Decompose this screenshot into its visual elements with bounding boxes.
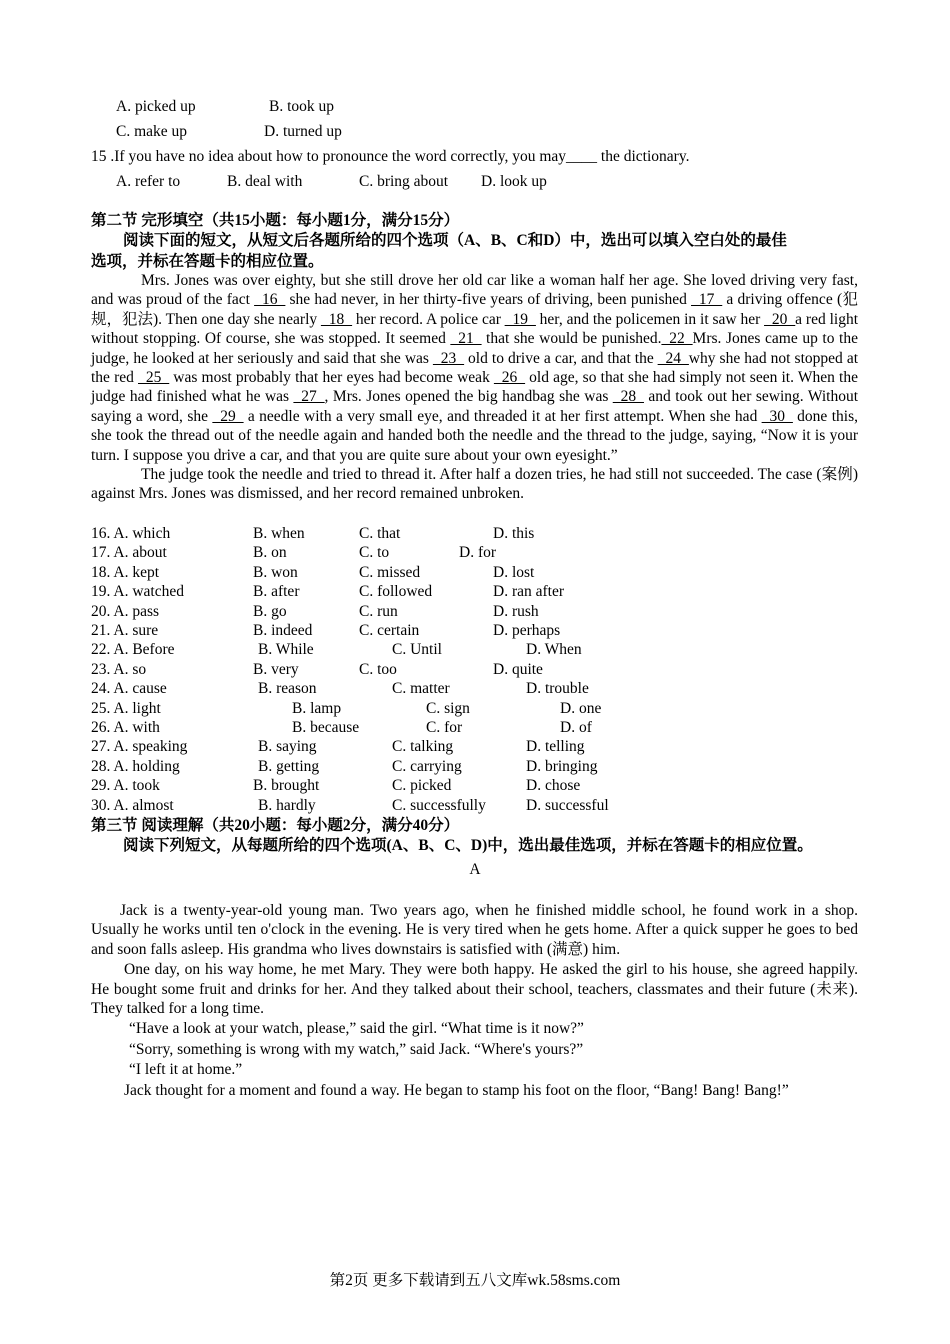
blank-18: _18_ [321, 310, 353, 328]
cloze-option-b: B. when [253, 525, 305, 542]
reading-paragraph-3: Jack thought for a moment and found a way. He began to stamp his foot on the floor, “Bang! Bang! Bang!” [124, 1081, 789, 1099]
cloze-option-c: C. successfully [392, 796, 486, 814]
blank-23: _23_ [433, 349, 464, 367]
cloze-text: her record. A police car [352, 310, 505, 328]
cloze-option-d: D. trouble [526, 680, 589, 698]
cloze-option-a: 26. A. with [91, 719, 160, 736]
cloze-option-d: D. of [560, 719, 592, 736]
section2-heading: 第二节 完形填空（共15小题：每小题1分，满分15分） [91, 212, 460, 229]
passage-label: A [469, 861, 481, 878]
cloze-text: her, and the policemen in it saw her [535, 310, 765, 328]
blank-29: _29_ [212, 407, 244, 425]
cloze-option-a: 25. A. light [91, 699, 161, 717]
cloze-option-a: 20. A. pass [91, 602, 160, 620]
cloze-option-c: C. run [359, 602, 398, 620]
blank-16: _16_ [254, 291, 286, 309]
cloze-option-a: 21. A. sure [91, 622, 159, 639]
cloze-option-a: 27. A. speaking [91, 738, 188, 756]
cloze-option-c: C. too [359, 660, 397, 678]
cloze-option-b: B. hardly [258, 796, 316, 814]
cloze-option-a: 22. A. Before [91, 641, 175, 659]
cloze-option-d: D. lost [493, 563, 535, 581]
cloze-option-d: D. successful [526, 796, 609, 814]
cloze-option-b: B. on [253, 544, 287, 562]
section2-instruction-cont: 选项，并标在答题卡的相应位置。 [91, 253, 324, 270]
cloze-text: that she would be punished. [481, 330, 662, 348]
cloze-text: and took out her sewing. Without saying a word, she [91, 388, 859, 425]
cloze-option-d: D. bringing [526, 757, 598, 775]
cloze-passage [91, 271, 858, 504]
cloze-text: , Mrs. Jones opened the big handbag she was [324, 388, 613, 406]
q15-option-a: A. refer to [116, 173, 181, 190]
blank-17: _17_ [691, 291, 723, 309]
cloze-option-b: B. after [253, 583, 300, 601]
blank-28: _28_ [612, 388, 644, 406]
cloze-option-d: D. perhaps [493, 622, 561, 639]
q14-option-c: C. make up [116, 123, 188, 140]
q15-stem: 15 .If you have no idea about how to pronounce the word correctly, you may____ the dictionary. [91, 148, 690, 165]
blank-27: _27_ [293, 388, 325, 406]
cloze-text: old to drive a car, and that the [464, 349, 658, 367]
cloze-option-d: D. telling [526, 738, 585, 756]
cloze-option-b: B. getting [258, 757, 320, 775]
cloze-option-c: C. sign [426, 699, 470, 717]
q14-option-b: B. took up [269, 98, 335, 115]
cloze-option-d: D. ran after [493, 583, 564, 601]
cloze-option-c: C. followed [359, 583, 433, 601]
cloze-text: a driving offence (犯规，犯法). Then one day she nearly [91, 291, 858, 328]
reading-passage [91, 901, 858, 1100]
cloze-option-a: 29. A. took [91, 777, 160, 795]
cloze-text: why she had not stopped at the red [91, 349, 858, 387]
section3-instruction: 阅读下列短文，从每题所给的四个选项(A、B、C、D)中，选出最佳选项，并标在答题卡的相应位置。 [123, 837, 813, 854]
section2-instruction: 阅读下面的短文，从短文后各题所给的四个选项（A、B、C和D）中，选出可以填入空白处的最佳 [123, 232, 787, 249]
q14-option-d: D. turned up [264, 123, 342, 140]
cloze-option-c: C. matter [392, 680, 450, 698]
cloze-option-a: 18. A. kept [91, 563, 160, 581]
cloze-text: old age, so that she had simply not seen it. When the judge had finished what he was [91, 369, 858, 406]
cloze-paragraph-1 [91, 271, 858, 465]
reading-dialogue-3: “I left it at home.” [129, 1061, 243, 1079]
q14-option-a: A. picked up [116, 98, 196, 115]
cloze-option-c: C. to [359, 544, 390, 562]
blank-26: _26_ [493, 369, 525, 387]
cloze-option-a: 19. A. watched [91, 583, 184, 601]
q15-option-c: C. bring about [359, 173, 449, 190]
cloze-option-a: 30. A. almost [91, 796, 174, 814]
cloze-option-d: D. one [560, 699, 602, 717]
reading-paragraph-2: One day, on his way home, he met Mary. They were both happy. He asked the girl to his house, she agreed happily. He bought some fruit and drinks for her. And they talked about their school, teachers, classmates and their future (未来). They talked for a long time. [91, 961, 858, 1018]
cloze-option-c: C. picked [392, 777, 452, 795]
cloze-option-b: B. lamp [292, 699, 342, 717]
cloze-option-d: D. chose [526, 777, 581, 795]
page-footer: 第2页 更多下载请到五八文库wk.58sms.com [329, 1272, 621, 1289]
cloze-option-c: C. for [426, 719, 463, 736]
blank-22: _22_ [661, 330, 693, 348]
cloze-option-b: B. go [253, 602, 287, 620]
cloze-option-b: B. reason [258, 680, 317, 698]
cloze-option-d: D. quite [493, 660, 543, 678]
cloze-option-b: B. very [253, 660, 299, 678]
cloze-option-c: C. missed [359, 563, 421, 581]
cloze-option-c: C. carrying [392, 757, 462, 775]
cloze-option-a: 17. A. about [91, 544, 167, 562]
cloze-option-b: B. saying [258, 738, 317, 756]
reading-dialogue-1: “Have a look at your watch, please,” said the girl. “What time is it now?” [129, 1020, 584, 1038]
reading-dialogue-2: “Sorry, something is wrong with my watch,” said Jack. “Where's yours?” [129, 1040, 584, 1058]
cloze-option-b: B. While [258, 641, 314, 659]
cloze-option-d: D. for [459, 544, 497, 562]
blank-20: _20_ [764, 310, 796, 328]
cloze-option-b: B. won [253, 563, 298, 581]
cloze-option-c: C. talking [392, 738, 454, 756]
cloze-paragraph-2: The judge took the needle and tried to thread it. After half a dozen tries, he had still not succeeded. The case (案例) against Mrs. Jones was dismissed, and her record remained unbroken. [91, 466, 858, 503]
cloze-option-a: 24. A. cause [91, 680, 167, 698]
cloze-option-a: 23. A. so [91, 660, 147, 678]
cloze-option-a: 16. A. which [91, 525, 171, 542]
q15-option-b: B. deal with [227, 173, 303, 190]
cloze-text: Mrs. Jones was over eighty, but she still drove her old car like a woman half her age. She loved driving very fast, and was proud of the fact [91, 272, 858, 309]
cloze-option-b: B. indeed [253, 622, 313, 639]
blank-21: _21_ [450, 330, 482, 348]
cloze-option-c: C. that [359, 525, 401, 542]
blank-19: _19_ [504, 310, 536, 328]
cloze-option-b: B. because [292, 719, 360, 736]
cloze-text: a red light without stopping. Of course, she was stopped. It seemed [91, 310, 859, 348]
cloze-option-d: D. When [526, 641, 582, 659]
cloze-text: she had never, in her thirty-five years of driving, been punished [285, 291, 692, 309]
blank-24: _24_ [657, 349, 689, 367]
cloze-text: a needle with a very small eye, and threaded it at her first attempt. When she had [243, 407, 762, 425]
cloze-text: was most probably that her eyes had become weak [169, 369, 494, 387]
section3-heading: 第三节 阅读理解（共20小题：每小题2分，满分40分） [91, 817, 460, 834]
cloze-text: done this, she took the thread out of the needle again and handed both the needle and the thread to the judge, saying, “Now it is your turn. I suppose you drive a car, and that you are quite sure about your own eyesight.” [91, 407, 858, 464]
cloze-option-b: B. brought [253, 777, 320, 795]
q15-option-d: D. look up [481, 173, 547, 190]
cloze-option-c: C. certain [359, 622, 420, 639]
cloze-option-d: D. rush [493, 602, 539, 620]
blank-25: _25_ [138, 369, 170, 387]
cloze-option-c: C. Until [392, 641, 442, 659]
reading-paragraph-1: Jack is a twenty-year-old young man. Two years ago, when he finished middle school, he found work in a shop. Usually he works until ten o'clock in the evening. He is very tired when he gets home. After a quick supper he goes to bed and soon falls asleep. His grandma who lives downstairs is satisfied with (满意) him. [91, 902, 858, 958]
cloze-option-d: D. this [493, 525, 535, 542]
cloze-option-a: 28. A. holding [91, 757, 180, 775]
blank-30: _30_ [761, 407, 793, 425]
cloze-text: Mrs. Jones came up to the judge, he looked at her seriously and said that she was [91, 330, 858, 367]
